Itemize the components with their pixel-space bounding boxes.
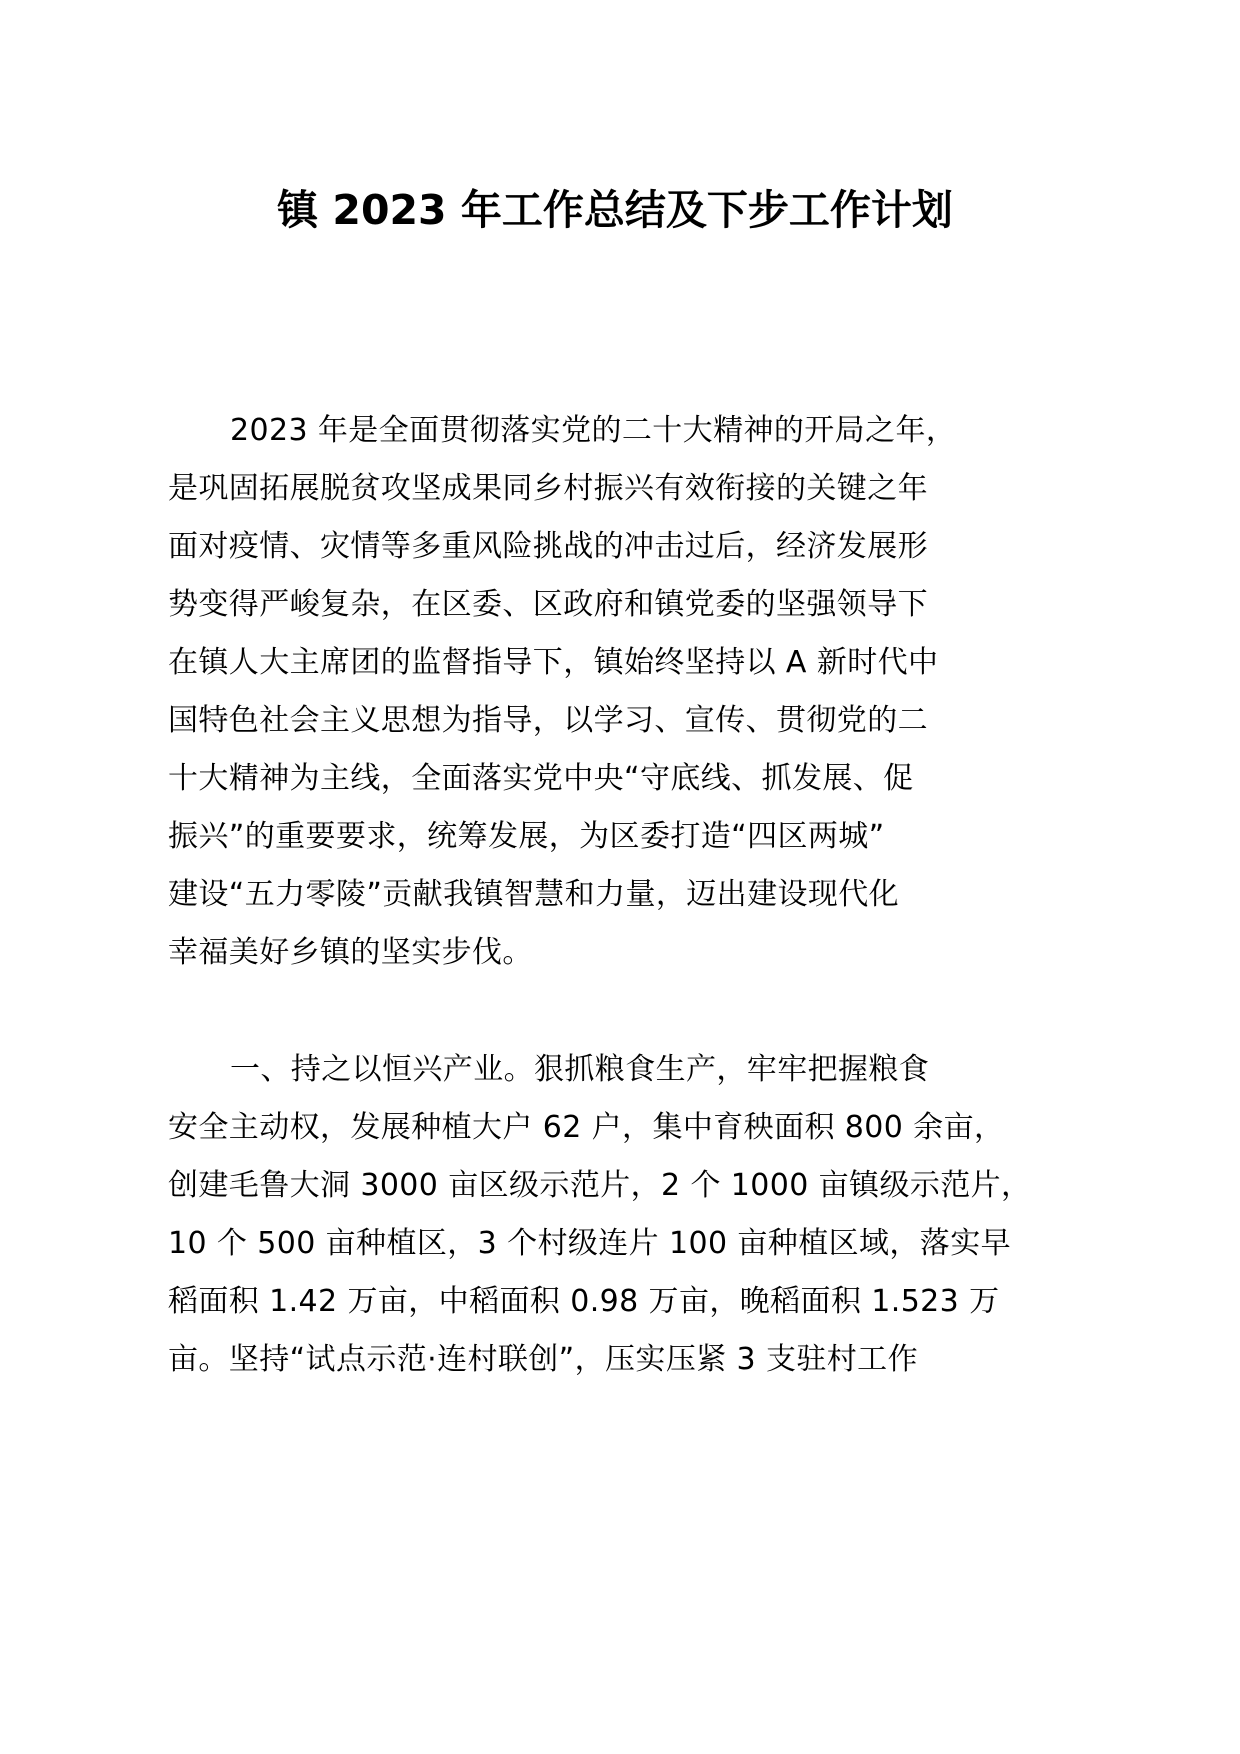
paragraph-section1-line-2: 安全主动权，发展种植大户 62 户，集中育秧面积 800 余亩， [168, 1110, 1005, 1145]
paragraph-intro-line-1: 2023 年是全面贯彻落实党的二十大精神的开局之年， [230, 413, 957, 448]
paragraph-intro-line-10: 幸福美好乡镇的坚实步伐。 [168, 935, 533, 970]
document-title: 镇 2023 年工作总结及下步工作计划 [277, 186, 953, 234]
paragraph-intro-line-9: 建设“五力零陵”贡献我镇智慧和力量，迈出建设现代化 [168, 877, 900, 912]
paragraph-intro-line-5: 在镇人大主席团的监督指导下，镇始终坚持以 A 新时代中 [168, 645, 939, 680]
paragraph-intro-line-2: 是巩固拓展脱贫攻坚成果同乡村振兴有效衔接的关键之年 [168, 471, 928, 506]
paragraph-intro-line-8: 振兴”的重要要求，统筹发展，为区委打造“四区两城” [168, 819, 885, 854]
paragraph-section1-line-5: 稻面积 1.42 万亩，中稻面积 0.98 万亩，晚稻面积 1.523 万 [168, 1284, 1000, 1319]
paragraph-intro-line-7: 十大精神为主线，全面落实党中央“守底线、抓发展、促 [168, 761, 914, 796]
paragraph-intro-line-4: 势变得严峻复杂，在区委、区政府和镇党委的坚强领导下 [168, 587, 928, 622]
paragraph-intro-line-6: 国特色社会主义思想为指导，以学习、宣传、贯彻党的二 [168, 703, 928, 738]
paragraph-section1-line-3: 创建毛鲁大洞 3000 亩区级示范片，2 个 1000 亩镇级示范片， [168, 1168, 1032, 1203]
paragraph-section1-line-6: 亩。坚持“试点示范·连村联创”，压实压紧 3 支驻村工作 [168, 1342, 918, 1377]
paragraph-section1-line-1: 一、持之以恒兴产业。狠抓粮食生产，牢牢把握粮食 [230, 1052, 930, 1087]
paragraph-section1-line-4: 10 个 500 亩种植区，3 个村级连片 100 亩种植区域，落实早 [168, 1226, 1011, 1261]
paragraph-intro-line-3: 面对疫情、灾情等多重风险挑战的冲击过后，经济发展形 [168, 529, 928, 564]
